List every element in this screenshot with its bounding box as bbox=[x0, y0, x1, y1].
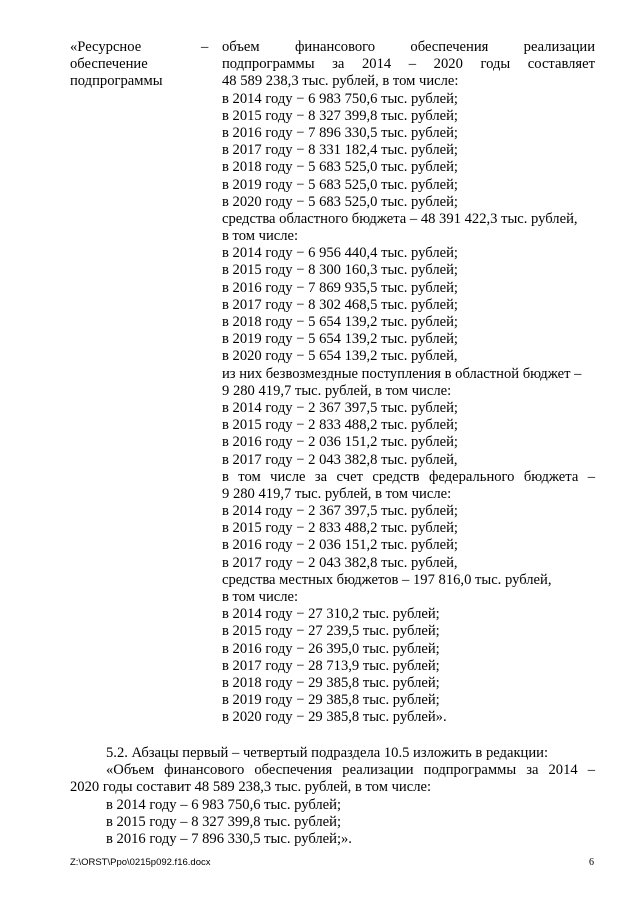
content-line: в 2020 году − 5 654 139,2 тыс. рублей, bbox=[222, 348, 458, 365]
body-line: 5.2. Абзацы первый – четвертый подраздела 10.5 изложить в редакции: bbox=[106, 745, 549, 761]
resource-content bbox=[222, 39, 595, 727]
content-line: в 2016 году − 7 896 330,5 тыс. рублей; bbox=[222, 124, 458, 141]
content-line: в 2015 году − 2 833 488,2 тыс. рублей; bbox=[222, 520, 458, 537]
resource-label bbox=[70, 39, 220, 91]
content-line: в 2017 году − 2 043 382,8 тыс. рублей, bbox=[222, 451, 458, 468]
content-line: в 2015 году − 27 239,5 тыс. рублей; bbox=[222, 623, 440, 640]
content-line: в том числе: bbox=[222, 228, 299, 245]
resource-label-line-3: подпрограммы bbox=[70, 73, 163, 90]
content-line: в том числе: bbox=[222, 589, 299, 605]
body-line: «Объем финансового обеспечения реализации подпрограммы за 2014 – bbox=[106, 762, 595, 779]
content-line: в 2014 году − 27 310,2 тыс. рублей; bbox=[222, 606, 440, 623]
content-line: в 2020 году − 5 683 525,0 тыс. рублей; bbox=[222, 193, 458, 210]
content-line: 9 280 419,7 тыс. рублей, в том числе: bbox=[222, 382, 452, 399]
content-line: в 2017 году − 8 302 468,5 тыс. рублей; bbox=[222, 296, 458, 313]
footer-page-number: 6 bbox=[589, 857, 594, 868]
content-line: в 2018 году − 29 385,8 тыс. рублей; bbox=[222, 674, 440, 691]
content-line: в 2019 году − 29 385,8 тыс. рублей; bbox=[222, 692, 440, 709]
body-line: в 2016 году – 7 896 330,5 тыс. рублей;». bbox=[106, 830, 352, 847]
content-line: в 2017 году − 2 043 382,8 тыс. рублей, bbox=[222, 554, 458, 571]
content-line: в 2015 году − 8 327 399,8 тыс. рублей; bbox=[222, 107, 458, 124]
label-dash: – bbox=[201, 39, 209, 55]
body-line: 2020 годы составит 48 589 238,3 тыс. рублей, в том числе: bbox=[70, 779, 432, 796]
content-line: 48 589 238,3 тыс. рублей, в том числе: bbox=[222, 73, 459, 90]
resource-label-line-2: обеспечение bbox=[70, 56, 148, 73]
content-line: в 2015 году − 8 300 160,3 тыс. рублей; bbox=[222, 262, 458, 279]
content-line: в 2019 году − 5 654 139,2 тыс. рублей; bbox=[222, 331, 458, 348]
content-line: в 2014 году − 2 367 397,5 тыс. рублей; bbox=[222, 503, 458, 520]
content-line: в 2017 году − 28 713,9 тыс. рублей; bbox=[222, 657, 440, 674]
content-line: в 2018 году − 5 683 525,0 тыс. рублей; bbox=[222, 159, 458, 176]
content-line: в том числе за счет средств федерального бюджета – bbox=[222, 468, 595, 485]
content-line: в 2016 году − 26 395,0 тыс. рублей; bbox=[222, 640, 440, 657]
content-line: в 2014 году − 2 367 397,5 тыс. рублей; bbox=[222, 399, 458, 416]
content-line: в 2020 году − 29 385,8 тыс. рублей». bbox=[222, 709, 447, 726]
content-line: в 2017 году − 8 331 182,4 тыс. рублей; bbox=[222, 142, 458, 159]
content-line: в 2015 году − 2 833 488,2 тыс. рублей; bbox=[222, 417, 458, 434]
content-line: средства местных бюджетов – 197 816,0 тыс. рублей, bbox=[222, 571, 552, 588]
content-line: в 2016 году − 2 036 151,2 тыс. рублей; bbox=[222, 537, 458, 554]
content-line: в 2014 году − 6 983 750,6 тыс. рублей; bbox=[222, 90, 458, 107]
content-line: средства областного бюджета – 48 391 422,3 тыс. рублей, bbox=[222, 210, 578, 227]
resource-label-line-1: «Ресурсное bbox=[70, 39, 142, 55]
body-line: в 2015 году – 8 327 399,8 тыс. рублей; bbox=[106, 813, 342, 830]
content-line: в 2016 году − 2 036 151,2 тыс. рублей; bbox=[222, 434, 458, 451]
content-line: объем финансового обеспечения реализации bbox=[222, 39, 595, 55]
content-line: в 2014 году − 6 956 440,4 тыс. рублей; bbox=[222, 245, 458, 262]
content-line: подпрограммы за 2014 – 2020 годы составляет bbox=[222, 56, 595, 73]
content-line: в 2016 году − 7 869 935,5 тыс. рублей; bbox=[222, 279, 458, 296]
footer-file-path: Z:\ORST\Ppo\0215p092.f16.docx bbox=[70, 857, 211, 868]
content-line: в 2018 году − 5 654 139,2 тыс. рублей; bbox=[222, 314, 458, 330]
content-line: из них безвозмездные поступления в областной бюджет – bbox=[222, 365, 582, 382]
content-line: 9 280 419,7 тыс. рублей, в том числе: bbox=[222, 485, 452, 502]
body-line: в 2014 году – 6 983 750,6 тыс. рублей; bbox=[106, 796, 342, 813]
content-line: в 2019 году − 5 683 525,0 тыс. рублей; bbox=[222, 176, 458, 193]
amendment-text bbox=[70, 745, 595, 848]
